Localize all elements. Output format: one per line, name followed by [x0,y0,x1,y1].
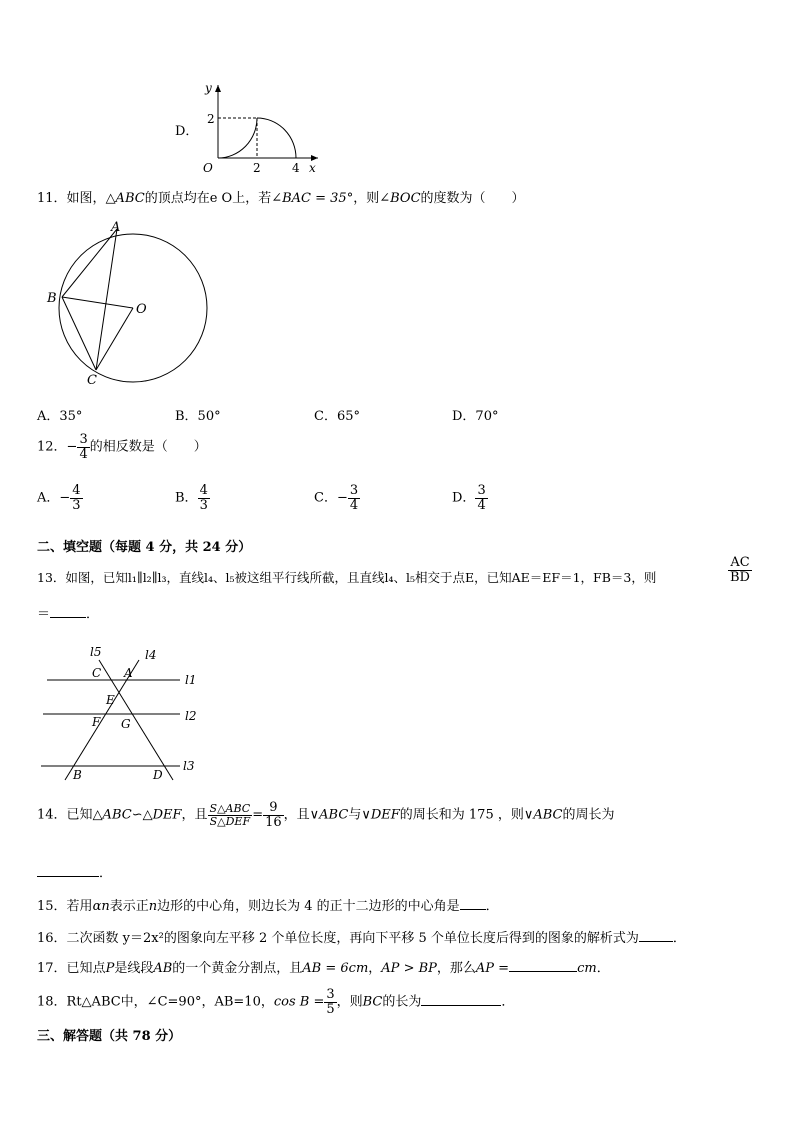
point-a-label: A [124,666,133,680]
q15-answer-blank[interactable] [460,897,486,910]
point-o-label: O [136,302,147,317]
l5-label: l5 [90,645,102,659]
curve-falling-arc [257,118,296,158]
x-tick-label-4: 4 [292,161,300,175]
curve-rising-arc [218,118,257,158]
q13-answer-blank[interactable] [50,605,86,618]
segment-ac [96,229,117,370]
q12-number: 12． [37,439,67,455]
x-tick-label-2: 2 [253,161,261,175]
q11-circle-figure [40,215,220,390]
q10-option-d-label: D． [175,124,199,139]
line-l5 [99,660,173,780]
q11-option-a: A．35° [37,409,83,424]
point-a-label: A [111,220,121,235]
q18-answer-blank[interactable] [421,993,501,1006]
point-c-label: C [87,373,97,388]
q14-ratio-value: $\frac{9}{16}$ [265,800,282,830]
q11-option-d: D．70° [452,409,499,424]
x-axis-label: x [309,161,316,175]
point-b-label: B [73,768,82,782]
point-c-label: C [92,666,102,680]
q12-stem: 12．− $\frac{3}{4}$ 的相反数是（ ） [37,432,207,462]
q13-answer-line: ＝ ． [37,607,100,622]
point-g-label: G [121,717,131,731]
q16-number: 16． [37,931,67,946]
y-axis-label: y [205,81,212,95]
q16-answer-blank[interactable] [639,929,673,942]
origin-label: O [203,161,213,175]
q15-stem: 15．若用αn表示正n边形的中心角，则边长为 4 的正十二边形的中心角是 ． [37,899,499,914]
q12-option-d: D． $\frac{3}{4}$ [452,483,486,513]
q18-stem: 18．Rt△ABC中，∠C=90°，AB=10，cos B = $\frac{3}{5}$ ，则BC的长为 ． [37,987,515,1017]
q14-area-ratio: $\frac{\text{S△ABC}}{\text{S△DEF}}$ [209,802,251,828]
l4-label: l4 [145,648,157,662]
q12-option-a: A．− $\frac{4}{3}$ [37,483,81,513]
q17-answer-blank[interactable] [509,959,577,972]
q12-fraction: $\frac{3}{4}$ [79,432,88,462]
q12-option-c: C．− $\frac{3}{4}$ [314,483,359,513]
q18-fraction: $\frac{3}{5}$ [326,987,335,1017]
q10-option-d-graph [198,78,328,178]
q11-option-c: C．65° [314,409,360,424]
q18-number: 18． [37,994,67,1010]
q13-stem: 13．如图，已知l₁∥l₂∥l₃，直线l₄、l₅被这组平行线所截，且直线l₄、l₅相交于点E，已知AE＝EF＝1，FB＝3，则 [37,570,657,585]
segment-bo [62,297,133,308]
q13-fraction: $\frac{AC}{BD}$ [730,555,750,585]
l1-label: l1 [185,673,197,687]
q13-number: 13． [37,570,66,585]
y-axis-arrow [215,85,221,92]
q17-number: 17． [37,961,67,976]
point-e-label: E [106,693,115,707]
q13-parallel-lines-figure [35,638,210,788]
q14-number: 14． [37,807,67,823]
q17-stem: 17．已知点P是线段AB的一个黄金分割点，且AB = 6cm，AP > BP，那么AP = cm． [37,961,610,976]
l2-label: l2 [185,709,197,723]
q12-option-b: B． $\frac{4}{3}$ [175,483,208,513]
point-f-label: F [92,715,101,729]
q11-stem: 11．如图，△ABC的顶点均在e O上，若∠BAC = 35°，则∠BOC的度数为（ ） [37,191,525,206]
q14-answer-blank[interactable] [37,864,99,877]
point-d-label: D [153,768,163,782]
section-3-title: 三、解答题（共 78 分） [37,1029,182,1044]
q16-stem: 16．二次函数 y＝2x²的图象向左平移 2 个单位长度，再向下平移 5 个单位长度后得到的图象的解析式为 ． [37,931,686,946]
q15-number: 15． [37,899,67,914]
point-b-label: B [47,291,57,306]
segment-oc [96,308,133,370]
q11-number: 11． [37,191,67,206]
q14-stem: 14．已知△ABC∽△DEF，且 $\frac{\text{S△ABC}}{\text{S△DEF}}$ = $\frac{9}{16}$ ，且∨ABC与∨DEF的周长和为 175 ，则∨ABC的周长为 [37,800,615,830]
q11-option-b: B．50° [175,409,221,424]
y-tick-label: 2 [207,112,215,126]
section-2-title: 二、填空题（每题 4 分，共 24 分） [37,540,252,555]
q14-answer-line: ． [37,862,112,881]
l3-label: l3 [183,759,195,773]
